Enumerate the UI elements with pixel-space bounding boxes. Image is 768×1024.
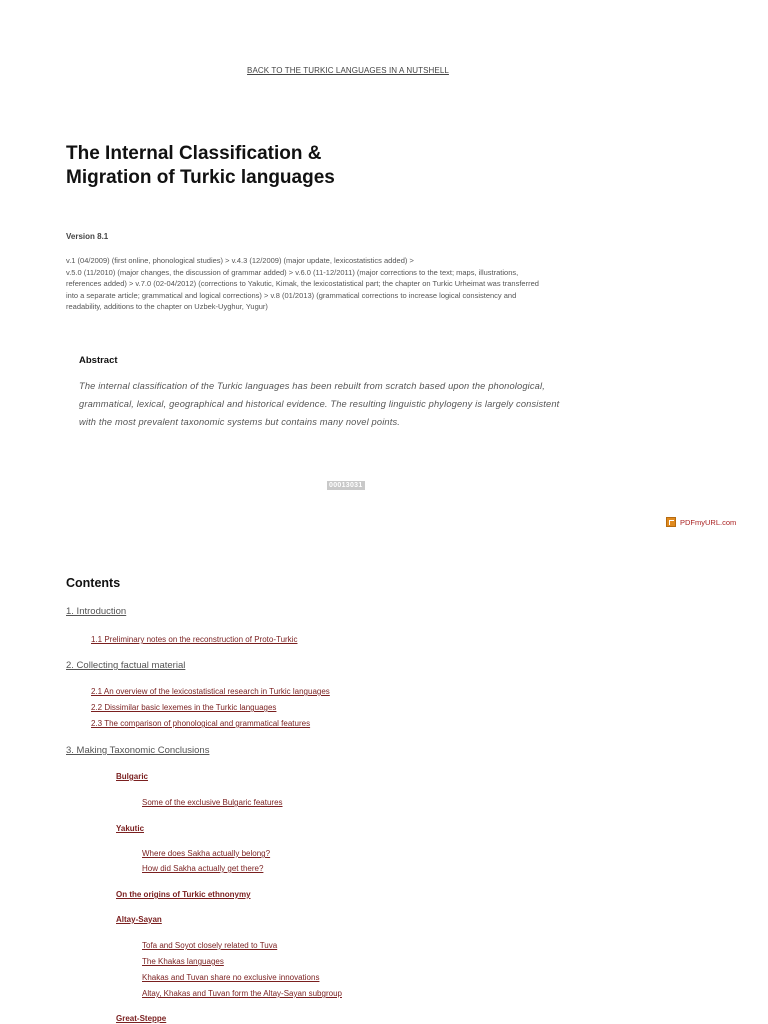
version-history <box>66 255 631 313</box>
toc-link[interactable]: Some of the exclusive Bulgaric features <box>142 798 283 807</box>
history-line: v.1 (04/2009) (first online, phonological studies) > v.4.3 (12/2009) (major update, lexicostatistics added) > <box>66 256 414 265</box>
page-title <box>66 142 335 190</box>
history-line: references added) > v.7.0 (02-04/2012) (corrections to Yakutic, Kimak, the lexicostatistical part; the chapter on Turkic Urheimat was transferred <box>66 279 539 289</box>
toc-link[interactable]: 2. Collecting factual material <box>66 660 186 671</box>
pdfmyurl-label[interactable]: PDFmyURL.com <box>680 517 737 527</box>
toc-link[interactable]: 3. Making Taxonomic Conclusions <box>66 745 210 756</box>
toc-link[interactable]: Khakas and Tuvan share no exclusive innovations <box>142 973 320 982</box>
toc-link[interactable]: How did Sakha actually get there? <box>142 864 264 873</box>
toc-link[interactable]: Great-Steppe <box>116 1014 167 1023</box>
pdfmyurl-badge[interactable] <box>666 517 736 527</box>
back-link-container <box>0 66 696 75</box>
toc-link[interactable]: 1.1 Preliminary notes on the reconstruction of Proto-Turkic <box>91 635 298 644</box>
abstract-line: with the most prevalent taxonomic systems but contains many novel points. <box>79 417 400 427</box>
toc-link[interactable]: Yakutic <box>116 824 145 833</box>
toc-link[interactable]: 2.1 An overview of the lexicostatistical research in Turkic languages <box>91 687 330 696</box>
history-line: v.5.0 (11/2010) (major changes, the discussion of grammar added) > v.6.0 (11-12/2011) (major corrections to the text; maps, illustrations, <box>66 267 519 277</box>
contents-heading: Contents <box>66 576 121 590</box>
abstract-heading: Abstract <box>79 355 118 366</box>
abstract-text <box>79 377 619 431</box>
history-line: readability, additions to the chapter on Uzbek-Uyghur, Yugur) <box>66 302 268 312</box>
abstract-line: The internal classification of the Turkic languages has been rebuilt from scratch based upon the phonological, <box>79 381 545 391</box>
visitor-counter: 00013031 <box>329 482 363 489</box>
page-title-line-1: The Internal Classification & <box>66 143 322 164</box>
toc-link[interactable]: On the origins of Turkic ethnonymy <box>116 890 251 899</box>
toc-link[interactable]: 2.2 Dissimilar basic lexemes in the Turkic languages <box>91 703 277 712</box>
page-title-line-2: Migration of Turkic languages <box>66 167 335 188</box>
pdf-icon <box>666 517 676 527</box>
toc-link[interactable]: Tofa and Soyot closely related to Tuva <box>142 941 278 950</box>
toc-link[interactable]: Altay, Khakas and Tuvan form the Altay-Sayan subgroup <box>142 989 342 998</box>
toc-link[interactable]: The Khakas languages <box>142 957 224 966</box>
version-label: Version 8.1 <box>66 232 109 241</box>
history-line: into a separate article; grammatical and logical corrections) > v.8 (01/2013) (grammatical corrections to increase logical consistency and <box>66 290 517 300</box>
toc-link[interactable]: Altay-Sayan <box>116 915 162 924</box>
back-to-turkic-languages-link[interactable]: BACK TO THE TURKIC LANGUAGES IN A NUTSHELL <box>247 66 449 75</box>
toc-link[interactable]: 1. Introduction <box>66 606 127 617</box>
abstract-line: grammatical, lexical, geographical and historical evidence. The resulting linguistic phylogeny is largely consistent <box>79 399 560 409</box>
toc-link[interactable]: 2.3 The comparison of phonological and grammatical features <box>91 719 311 728</box>
toc-link[interactable]: Bulgaric <box>116 772 149 781</box>
toc-link[interactable]: Where does Sakha actually belong? <box>142 849 271 858</box>
